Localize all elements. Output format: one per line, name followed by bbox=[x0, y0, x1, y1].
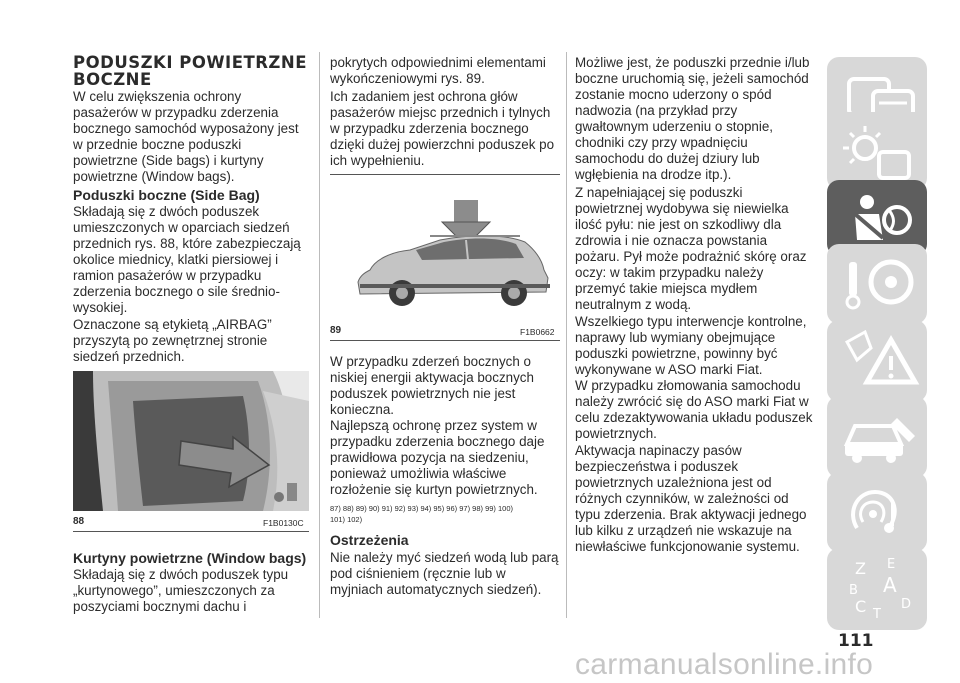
warning-refs-line-2: 101) 102) bbox=[330, 515, 363, 524]
continuation-paragraph: pokrytych odpowiednimi elementami wykończeniowymi rys. 89. bbox=[330, 55, 546, 86]
warnings-paragraph: Nie należy myć siedzeń wodą lub parą pod ciśnieniem (ręcznie lub w myjniach automatycznych siedzeń). bbox=[330, 550, 559, 597]
column-divider-2 bbox=[566, 52, 567, 618]
index-letter: D bbox=[901, 597, 912, 612]
warning-refs bbox=[330, 503, 560, 525]
tab-index[interactable] bbox=[827, 548, 927, 630]
side-bag-paragraph: Składają się z dwóch poduszek umieszczonych w oparciach siedzeń przednich rys. 88, które zabezpieczają okolice miednicy, klatki piersiowej i ramion pasażerów w przypadku zderzenia bocznego o sile średnio-wysokiej. bbox=[73, 204, 301, 315]
figure-89-code: F1B0662 bbox=[520, 327, 555, 337]
index-letter: Z bbox=[855, 559, 866, 578]
underbody-paragraph: Możliwe jest, że poduszki przednie i/lub boczne uruchomią się, jeżeli samochód zostanie mocno uderzony o spód nadwozia (na przykład przy gwałtownym uderzeniu o stopnie, chodniki czy przy wpadnięciu samochodu do dużej dziury lub wgłębienia na drodze itp.). bbox=[575, 55, 810, 182]
index-letter: A bbox=[883, 573, 897, 597]
figure-88-code: F1B0130C bbox=[263, 518, 304, 528]
dust-paragraph: Z napełniającej się poduszki powietrznej wydobywa się niewielka ilość pyłu: nie jest on szkodliwy dla zdrowia i nie oznacza powstania pożaru. Pył może podrażnić skórę oraz oczy: w takim przypadku należy przemyć takie miejsca mydłem neutralnym z wodą. bbox=[575, 185, 807, 312]
column-divider bbox=[319, 52, 320, 618]
sun-lights-icon bbox=[827, 112, 927, 190]
figure-89-top-rule bbox=[330, 174, 560, 175]
tab-multimedia[interactable] bbox=[827, 472, 927, 552]
window-bag-paragraph: Składają się z dwóch poduszek typu „kurtynowego”, umieszczonych za poszyciami bocznymi dachu i bbox=[73, 567, 289, 614]
side-bag-heading: Poduszki boczne (Side Bag) bbox=[73, 187, 260, 203]
figure-89-rule bbox=[330, 340, 560, 341]
tab-lights[interactable] bbox=[827, 112, 927, 190]
warning-triangle-icon bbox=[827, 320, 927, 402]
service-paragraph: Wszelkiego typu interwencje kontrolne, naprawy lub wymiany obejmujące poduszki powietrzne, powinny być wykonywane w ASO marki Fiat. bbox=[575, 314, 807, 377]
index-letter: B bbox=[849, 583, 858, 598]
tab-emergency[interactable] bbox=[827, 320, 927, 402]
multimedia-icon bbox=[827, 472, 927, 552]
curtain-task-paragraph: Ich zadaniem jest ochrona głów pasażerów miejsc przednich i tylnych w przypadku zderzenia bocznego dzięki dużej powierzchni poduszek po ich wypełnieniu. bbox=[330, 89, 555, 168]
warnings-heading: Ostrzeżenia bbox=[330, 532, 409, 548]
scrapping-paragraph: W przypadku złomowania samochodu należy zwrócić się do ASO marki Fiat w celu zdezaktywowania układu poduszek powietrznych. bbox=[575, 378, 813, 441]
index-letter: T bbox=[873, 607, 881, 622]
intro-paragraph: W celu zwiększenia ochrony pasażerów w przypadku zderzenia bocznego samochód wyposażony jest w przednie boczne poduszki powietrzne (Side bags) i kurtyny powietrzne (Window bags). bbox=[73, 89, 299, 184]
footer-watermark: carmanualsonline.info bbox=[575, 648, 874, 681]
index-letter: E bbox=[887, 557, 896, 572]
warning-refs-line-1: 87) 88) 89) 90) 91) 92) 93) 94) 95) 96) 97) 98) 99) 100) bbox=[330, 504, 514, 513]
figure-89-number: 89 bbox=[330, 325, 342, 336]
tab-start-drive[interactable] bbox=[827, 244, 927, 324]
figure-88-rule bbox=[73, 531, 309, 532]
alphabetical-index-icon bbox=[827, 548, 927, 630]
best-protection-paragraph: Najlepszą ochronę przez system w przypadku zderzenia bocznego daje prawidłowa pozycja na siedzeniu, ponieważ umożliwia właściwe rozłożenie się kurtyn powietrznych. bbox=[330, 418, 545, 497]
figure-88-number: 88 bbox=[73, 516, 85, 527]
tab-maintenance[interactable] bbox=[827, 396, 927, 478]
window-bag-heading: Kurtyny powietrzne (Window bags) bbox=[73, 550, 307, 566]
low-energy-paragraph: W przypadku zderzeń bocznych o niskiej energii aktywacja bocznych poduszek powietrznych nie jest konieczna. bbox=[330, 354, 534, 417]
airbag-label-paragraph: Oznaczone są etykietą „AIRBAG” przyszytą po zewnętrznej stronie siedzeń przednich. bbox=[73, 317, 272, 364]
section-title: PODUSZKI POWIETRZNE BOCZNE bbox=[73, 53, 307, 89]
page-number: 111 bbox=[838, 631, 874, 651]
index-letter: C bbox=[855, 597, 867, 616]
key-steering-wheel-icon bbox=[827, 244, 927, 324]
activation-paragraph: Aktywacja napinaczy pasów bezpieczeństwa i poduszek powietrznych uzależniona jest od różnych czynników, w zależności od typu zderzenia. Brak aktywacji jednego lub kilku z urządzeń nie wskazuje na niewłaściwe funkcjonowanie systemu. bbox=[575, 443, 807, 554]
figure-89-car-image bbox=[330, 200, 560, 318]
figure-88-seat-image bbox=[73, 371, 309, 511]
car-maintenance-icon bbox=[827, 396, 927, 478]
